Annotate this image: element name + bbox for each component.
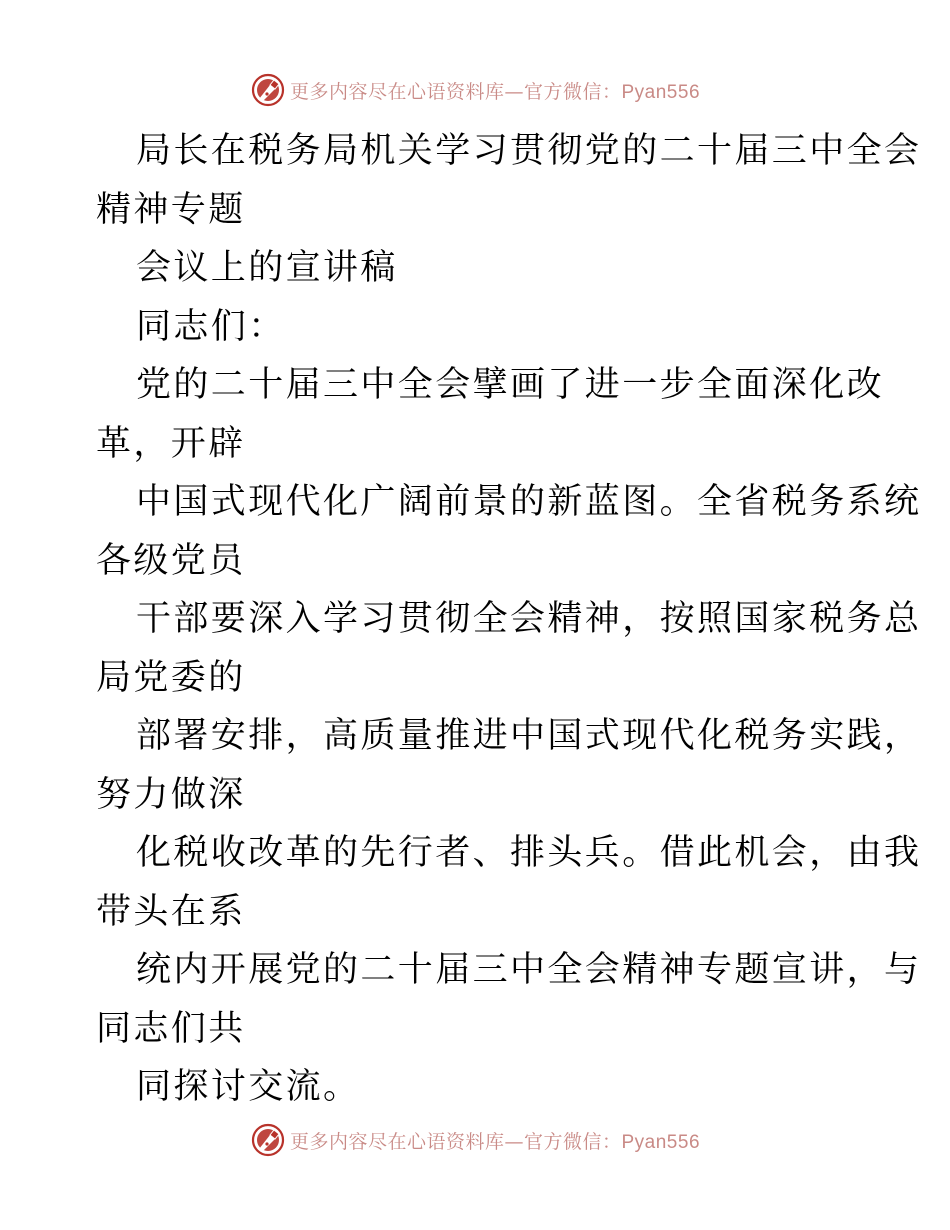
salutation: 同志们： bbox=[136, 306, 286, 347]
paragraph-line: 统内开展党的二十届三中全会精神专题宣讲，与 bbox=[136, 950, 922, 990]
document-body bbox=[96, 122, 922, 1117]
footer-watermark bbox=[0, 1118, 950, 1162]
watermark-account: Pyan556 bbox=[621, 1131, 701, 1153]
paragraph-line: 局党委的 bbox=[96, 657, 246, 698]
title-line-3: 会议上的宣讲稿 bbox=[136, 248, 398, 288]
watermark-text bbox=[290, 77, 700, 104]
pen-nib-logo-icon bbox=[250, 1122, 286, 1158]
watermark-label: 更多内容尽在心语资料库—官方微信： bbox=[289, 1130, 622, 1153]
paragraph-line: 革，开辟 bbox=[96, 423, 246, 464]
paragraph-line: 带头在系 bbox=[96, 891, 246, 932]
paragraph-line: 各级党员 bbox=[96, 540, 246, 581]
pen-nib-logo-icon bbox=[250, 72, 286, 108]
paragraph-line: 同志们共 bbox=[96, 1008, 246, 1049]
watermark-account: Pyan556 bbox=[621, 81, 701, 103]
title-line-1: 局长在税务局机关学习贯彻党的二十届三中全会 bbox=[136, 131, 922, 171]
watermark-text bbox=[290, 1127, 700, 1154]
header-watermark bbox=[0, 68, 950, 112]
paragraph-line: 同探讨交流。 bbox=[136, 1067, 361, 1107]
paragraph-line: 党的二十届三中全会擘画了进一步全面深化改 bbox=[136, 365, 885, 405]
paragraph-line: 部署安排，高质量推进中国式现代化税务实践， bbox=[136, 716, 922, 756]
title-line-2: 精神专题 bbox=[96, 189, 246, 230]
paragraph-line: 努力做深 bbox=[96, 774, 246, 815]
paragraph-line: 化税收改革的先行者、排头兵。借此机会，由我 bbox=[136, 833, 922, 873]
watermark-group bbox=[250, 72, 700, 108]
watermark-group bbox=[250, 1122, 700, 1158]
paragraph-line: 干部要深入学习贯彻全会精神，按照国家税务总 bbox=[136, 599, 922, 639]
watermark-label: 更多内容尽在心语资料库—官方微信： bbox=[289, 80, 622, 103]
paragraph-line: 中国式现代化广阔前景的新蓝图。全省税务系统 bbox=[136, 482, 922, 522]
